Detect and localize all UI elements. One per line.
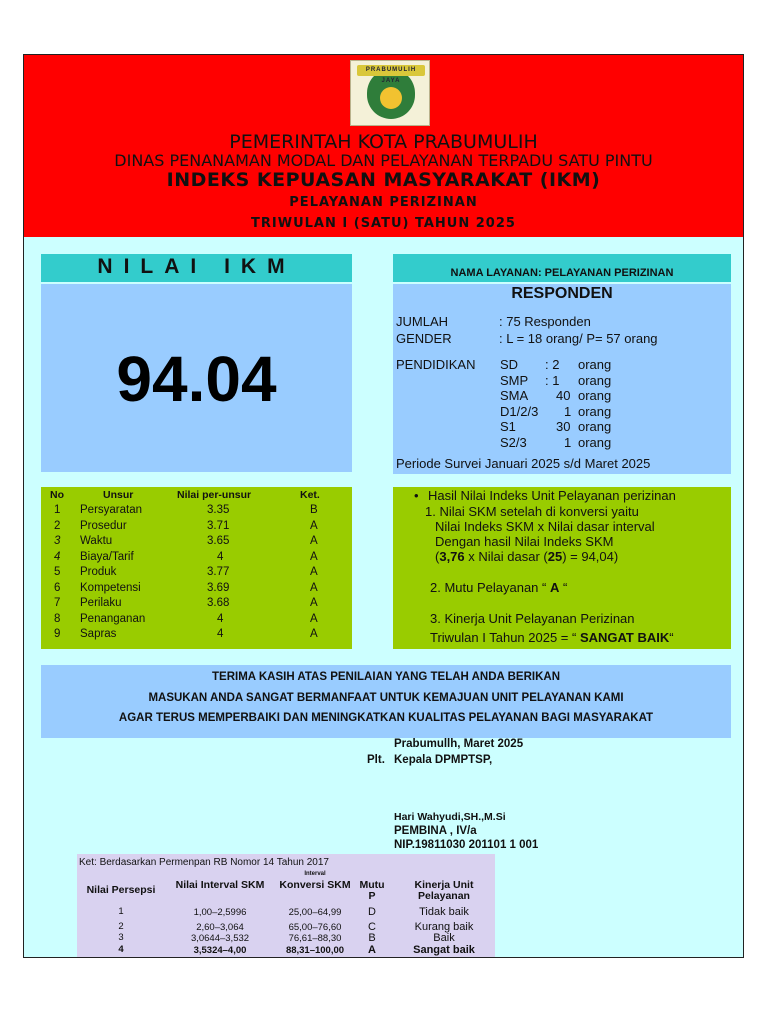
row-konversi: 25,00–64,99 [288, 907, 342, 918]
row-konversi: 65,00–76,60 [288, 922, 342, 933]
edu-unit: orang [578, 419, 612, 434]
unsur-table [41, 487, 352, 649]
row-nilai: 4 [217, 628, 224, 640]
edu-count: : 2 [545, 357, 560, 372]
reference-title: Ket: Berdasarkan Permenpan RB Nomor 14 Tahun 2017 [79, 857, 329, 868]
row-unsur: Sapras [80, 628, 117, 640]
kinerja-label: Triwulan I Tahun 2025 = “ [430, 630, 580, 645]
row-ket: A [310, 628, 318, 640]
table-row [41, 520, 352, 536]
thanks-line1: TERIMA KASIH ATAS PENILAIAN YANG TELAH ANDA BERIKAN [212, 671, 560, 683]
row-nilai: 4 [217, 612, 224, 625]
edu-unit: orang [578, 404, 612, 419]
row-ket: A [310, 535, 318, 547]
edu-unit: orang [578, 373, 612, 388]
ikm-score: 94.04 [116, 343, 277, 415]
survey-period: Periode Survei Januari 2025 s/d Maret 2025 [396, 456, 651, 471]
row-interval: 1,00–2,5996 [193, 907, 247, 918]
hasil-point1-line1: 1. Nilai SKM setelah di konversi yaitu [425, 504, 639, 519]
row-konversi: 88,31–100,00 [285, 945, 345, 956]
edu-level: S2/3 [500, 435, 527, 450]
service-name: NAMA LAYANAN: PELAYANAN PERIZINAN [393, 254, 731, 282]
col-unsur: Unsur [103, 489, 134, 501]
sign-rank: PEMBINA , IV/a [394, 825, 477, 837]
city-logo [350, 60, 430, 126]
edu-level: SD [500, 357, 519, 372]
sign-nip: NIP.19811030 201101 1 001 [394, 839, 539, 851]
formula-index: 3,76 [439, 549, 465, 564]
row-konversi: 76,61–88,30 [288, 933, 342, 944]
sign-plt: Plt. [367, 754, 385, 766]
row-no: 8 [54, 612, 61, 625]
hasil-point3-line2 [430, 630, 674, 645]
table-row [41, 504, 352, 520]
header-government: PEMERINTAH KOTA PRABUMULIH [229, 131, 538, 153]
edu-level: S1 [500, 419, 516, 434]
hdr-persepsi: Nilai Persepsi [86, 884, 156, 896]
jumlah-label: JUMLAH [396, 314, 449, 329]
edu-unit: orang [578, 357, 612, 372]
edu-count: 1 [564, 435, 572, 450]
header-service: PELAYANAN PERIZINAN [289, 195, 478, 210]
row-nilai: 3.35 [207, 504, 230, 516]
formula-middle: x Nilai dasar ( [464, 549, 548, 564]
hasil-point1-line2: Nilai Indeks SKM x Nilai dasar interval [435, 519, 655, 534]
row-interval: 2,60–3,064 [196, 922, 244, 933]
hasil-point2 [430, 580, 567, 595]
table-row [41, 613, 352, 629]
jumlah-value: : 75 Responden [499, 314, 591, 329]
row-ket: A [310, 519, 318, 532]
row-interval: 3,5324–4,00 [193, 945, 247, 956]
row-no: 5 [54, 566, 61, 578]
row-no: 7 [54, 597, 61, 609]
edu-level: SMP [500, 373, 529, 388]
row-kinerja: Kurang baik [414, 921, 474, 933]
edu-unit: orang [578, 388, 612, 403]
ikm-title: NILAI IKM [41, 254, 352, 282]
row-no: 6 [54, 581, 61, 594]
sign-place-date: Prabumullh, Maret 2025 [394, 738, 524, 750]
pendidikan-label: PENDIDIKAN [396, 357, 476, 372]
hdr-interval: Nilai Interval SKM [175, 879, 265, 891]
col-ket: Ket. [300, 489, 320, 501]
edu-count: 1 [564, 404, 572, 419]
edu-count: 40 [556, 388, 571, 403]
header-period: TRIWULAN I (SATU) TAHUN 2025 [251, 216, 516, 231]
hasil-point3-line1: 3. Kinerja Unit Pelayanan Perizinan [430, 611, 635, 626]
row-ket: A [310, 612, 318, 625]
row-unsur: Produk [80, 566, 117, 578]
row-unsur: Prosedur [80, 519, 127, 532]
row-mutu: C [368, 921, 376, 933]
sign-name: Hari Wahyudi,SH.,M.Si [394, 811, 506, 823]
thanks-line2: MASUKAN ANDA SANGAT BERMANFAAT UNTUK KEMAJUAN UNIT PELAYANAN KAMI [148, 692, 624, 704]
col-nilai: Nilai per-unsur [177, 489, 252, 501]
edu-level: SMA [500, 388, 529, 403]
mutu-close: “ [559, 580, 568, 595]
row-unsur: Penanganan [80, 612, 146, 625]
row-nilai: 3.71 [207, 519, 230, 532]
gender-value: : L = 18 orang/ P= 57 orang [499, 331, 658, 346]
row-kinerja: Sangat baik [413, 944, 475, 956]
mutu-label: 2. Mutu Pelayanan “ [430, 580, 550, 595]
hasil-point1-line4 [435, 549, 618, 564]
table-row [41, 535, 352, 551]
row-persepsi: 2 [118, 921, 124, 932]
hdr-kinerja: Kinerja Unit Pelayanan [414, 879, 474, 902]
table-row [41, 628, 352, 644]
header-title: INDEKS KEPUASAN MASYARAKAT (IKM) [166, 169, 601, 191]
row-no: 9 [54, 628, 61, 640]
table-row [41, 597, 352, 613]
row-interval: 3,0644–3,532 [190, 933, 250, 944]
row-no: 1 [54, 504, 61, 516]
row-ket: B [310, 504, 318, 516]
respondent-box [393, 284, 731, 474]
row-nilai: 3.69 [207, 581, 230, 594]
sign-position: Kepala DPMPTSP, [394, 754, 493, 766]
kinerja-value: SANGAT BAIK [579, 630, 670, 645]
row-ket: A [310, 566, 318, 578]
row-unsur: Kompetensi [80, 581, 141, 594]
row-unsur: Perilaku [80, 597, 122, 609]
result-summary [393, 487, 731, 649]
hasil-heading: Hasil Nilai Indeks Unit Pelayanan perizinan [428, 488, 676, 503]
row-no: 2 [54, 519, 61, 532]
row-no: 3 [54, 535, 61, 547]
respondent-heading: RESPONDEN [511, 285, 613, 302]
row-nilai: 3.77 [207, 566, 230, 578]
row-persepsi: 1 [118, 906, 124, 917]
logo-banner-text: PRABUMULIH JAYA [357, 65, 425, 76]
row-unsur: Waktu [80, 535, 113, 547]
row-nilai: 3.65 [207, 535, 230, 547]
row-persepsi: 4 [118, 944, 124, 955]
hdr-mutu: Mutu P [359, 879, 385, 902]
edu-level: D1/2/3 [500, 404, 539, 419]
row-mutu: A [368, 944, 376, 956]
gender-label: GENDER [396, 331, 452, 346]
hdr-konversi: Konversi SKM [279, 879, 351, 891]
hasil-point1-line3: Dengan hasil Nilai Indeks SKM [435, 534, 614, 549]
table-row [41, 566, 352, 582]
bullet-icon: • [414, 488, 419, 503]
row-kinerja: Tidak baik [419, 906, 469, 918]
row-nilai: 3.68 [207, 597, 230, 609]
reference-table [77, 854, 495, 958]
thank-you-box [41, 665, 731, 738]
table-row [41, 551, 352, 567]
col-no: No [50, 489, 64, 501]
row-unsur: Persyaratan [80, 504, 143, 516]
row-ket: A [310, 597, 318, 609]
formula-result: ) = 94,04) [562, 549, 619, 564]
row-ket: A [310, 581, 318, 594]
row-mutu: D [368, 906, 376, 918]
formula-open: ( [435, 549, 440, 564]
mutu-grade: A [549, 580, 560, 595]
row-persepsi: 3 [118, 932, 124, 943]
row-no: 4 [54, 550, 61, 563]
edu-count: : 1 [545, 373, 560, 388]
formula-base: 25 [547, 549, 563, 564]
ikm-poster [23, 54, 744, 958]
hdr-konversi-top: Interval [304, 871, 326, 877]
row-nilai: 4 [217, 550, 224, 563]
logo-sun-icon [380, 87, 402, 109]
row-ket: A [310, 550, 318, 563]
table-row [41, 582, 352, 598]
header-banner [24, 55, 743, 237]
ikm-score-box [41, 284, 352, 472]
kinerja-close: “ [669, 630, 674, 645]
edu-count: 30 [556, 419, 571, 434]
header-agency: DINAS PENANAMAN MODAL DAN PELAYANAN TERPADU SATU PINTU [114, 151, 653, 170]
row-kinerja: Baik [433, 932, 455, 944]
thanks-line3: AGAR TERUS MEMPERBAIKI DAN MENINGKATKAN KUALITAS PELAYANAN BAGI MASYARAKAT [118, 712, 654, 724]
row-unsur: Biaya/Tarif [80, 550, 134, 563]
edu-unit: orang [578, 435, 612, 450]
row-mutu: B [368, 932, 376, 944]
